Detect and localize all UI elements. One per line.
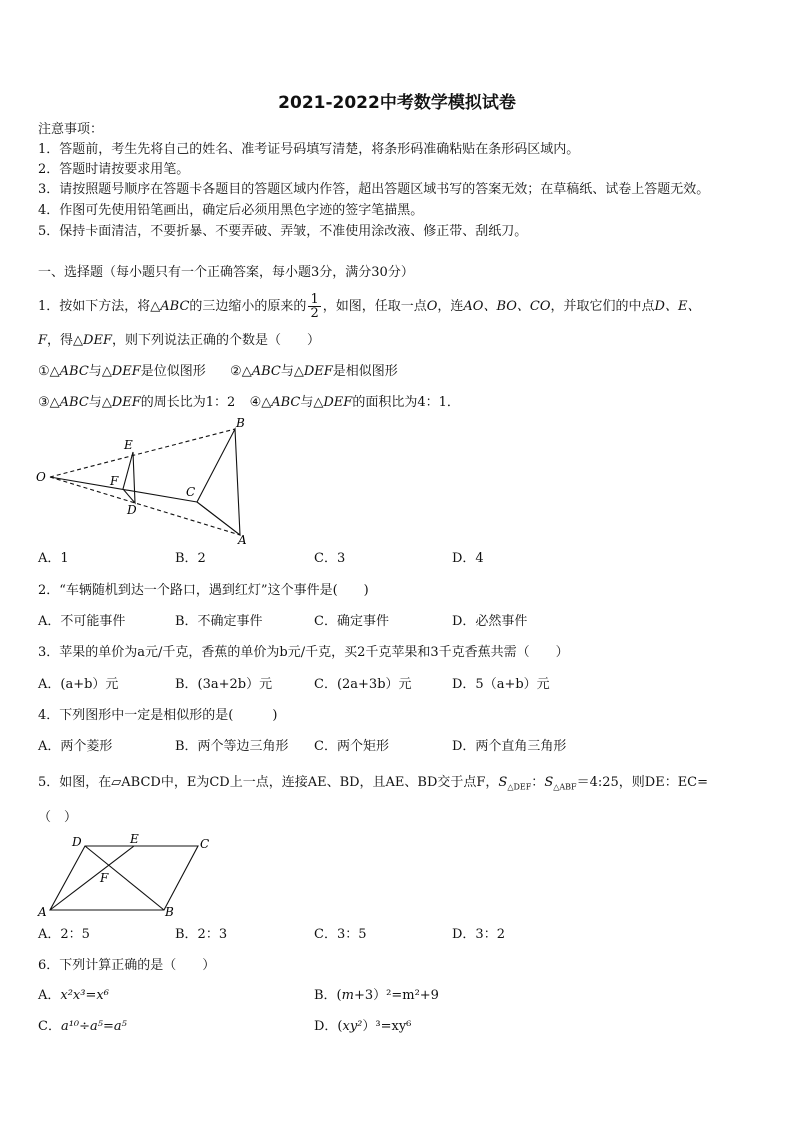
- q1-text: 与: [280, 364, 294, 379]
- q1-frac-num: 1: [310, 292, 319, 307]
- q1-math: D、E、: [654, 299, 701, 314]
- q6-option-c[interactable]: [38, 1018, 127, 1036]
- q5-option-d[interactable]: D．3：2: [452, 927, 505, 942]
- q5-text: ：: [531, 775, 545, 790]
- q2-option-c[interactable]: C．确定事件: [314, 614, 389, 629]
- q1-label-f: F: [110, 474, 119, 488]
- q1-option-d[interactable]: D．4: [452, 551, 484, 566]
- q2-option-d[interactable]: D．必然事件: [452, 614, 528, 629]
- q1-statements-1-2: [38, 363, 398, 381]
- q1-dashed-ob: [50, 429, 235, 477]
- q1-frac-den: 2: [310, 306, 319, 321]
- q2-stem: 2．“车辆随机到达一个路口，遇到红灯”这个事件是( ): [38, 583, 369, 598]
- q1-label-o: O: [36, 470, 46, 484]
- q1-text: ，并取它们的中点: [550, 299, 655, 314]
- q6-option-math: xy²: [342, 1019, 363, 1034]
- q1-text: 的周长比为1：2: [140, 395, 236, 410]
- q1-label-d: D: [127, 503, 137, 517]
- q5-stem-line1: [38, 774, 708, 797]
- q6-option-d[interactable]: [314, 1018, 411, 1036]
- q6-option-math: a¹⁰÷a⁵=a⁵: [60, 1019, 127, 1034]
- q5-stem-line2: （ ）: [38, 810, 78, 825]
- q5-text: 5．如图，在: [38, 775, 112, 790]
- q1-triangle-def: [123, 452, 135, 503]
- notice-item-2: 2．答题时请按要求用笔。: [38, 162, 190, 177]
- q2-option-a[interactable]: A．不可能事件: [38, 614, 126, 629]
- q1-math: △ABC: [49, 395, 89, 410]
- q6-option-label: C．: [38, 1019, 61, 1034]
- q5-math: S: [498, 775, 508, 790]
- q1-text: ，得: [47, 333, 74, 348]
- q6-option-label: A．: [38, 988, 61, 1003]
- q1-math: △DEF: [293, 364, 333, 379]
- q3-option-b[interactable]: B．(3a+2b）元: [175, 677, 273, 692]
- q6-option-a[interactable]: [38, 987, 109, 1005]
- q6-option-math: x²x³=x⁶: [60, 988, 109, 1003]
- notice-heading: 注意事项：: [38, 122, 104, 137]
- q1-stem-line2: [38, 332, 320, 350]
- q1-text: 与: [88, 364, 102, 379]
- q5-math: △ABF: [553, 782, 577, 792]
- q1-math: F: [38, 333, 48, 348]
- notice-item-1: 1．答题前，考生先将自己的姓名、准考证号码填写清楚，将条形码准确粘贴在条形码区域内。: [38, 142, 580, 157]
- q1-math: △ABC: [150, 299, 190, 314]
- q1-text: ，如图，任取一点: [322, 299, 427, 314]
- q5-text: ABCD中，E为CD上一点，连接AE、BD，且AE、BD交于点F，: [121, 775, 499, 790]
- q1-statement-1: ①: [38, 364, 50, 379]
- q1-stem-line1: [38, 293, 700, 320]
- q1-math: △ABC: [49, 364, 89, 379]
- q5-option-c[interactable]: C．3：5: [314, 927, 367, 942]
- q1-figure: [30, 415, 270, 545]
- q5-label-f: F: [100, 871, 109, 885]
- q1-label-c: C: [186, 485, 196, 499]
- q4-stem: 4．下列图形中一定是相似形的是( ): [38, 708, 278, 723]
- q1-text: 的三边缩小的原来的: [189, 299, 307, 314]
- q1-option-a[interactable]: A．1: [38, 551, 69, 566]
- q4-option-a[interactable]: A．两个菱形: [38, 739, 113, 754]
- q5-math: S: [544, 775, 554, 790]
- q1-math: AO、BO、CO: [463, 299, 551, 314]
- q1-math: △ABC: [241, 364, 281, 379]
- q5-figure: [30, 832, 220, 924]
- q1-math: △ABC: [261, 395, 301, 410]
- q6-option-label: B．(: [314, 988, 342, 1003]
- q1-math: △DEF: [73, 333, 112, 348]
- q5-label-a: A: [38, 905, 47, 919]
- q5-label-b: B: [165, 905, 174, 919]
- q6-option-math: +3）²=m²+9: [353, 988, 439, 1003]
- q4-option-d[interactable]: D．两个直角三角形: [452, 739, 567, 754]
- q5-line-ae: [50, 846, 134, 910]
- q4-option-b[interactable]: B．两个等边三角形: [175, 739, 289, 754]
- q1-math: △DEF: [313, 395, 353, 410]
- q4-option-c[interactable]: C．两个矩形: [314, 739, 389, 754]
- q1-math: O: [426, 299, 438, 314]
- q1-math: △DEF: [101, 364, 141, 379]
- q1-text: 的面积比为4：1．: [352, 395, 460, 410]
- q1-dashed-oa: [50, 477, 240, 535]
- q5-math: △DEF: [507, 782, 532, 792]
- q1-statement-4: ④: [249, 395, 262, 410]
- q1-text: 是相似图形: [332, 364, 398, 379]
- q5-math: ＝4:25: [576, 775, 619, 790]
- q1-text: ，则下列说法正确的个数是（ ）: [111, 333, 320, 348]
- section-heading: 一、选择题（每小题只有一个正确答案，每小题3分，满分30分）: [38, 265, 414, 280]
- notice-item-4: 4．作图可先使用铅笔画出，确定后必须用黑色字迹的签字笔描黑。: [38, 203, 424, 218]
- q3-option-c[interactable]: C．(2a+3b）元: [314, 677, 412, 692]
- q2-option-b[interactable]: B．不确定事件: [175, 614, 263, 629]
- page-title: 2021-2022中考数学模拟试卷: [278, 93, 516, 113]
- q5-label-c: C: [200, 837, 210, 851]
- q1-text: 与: [88, 395, 102, 410]
- q6-option-math: m: [341, 988, 354, 1003]
- q5-text: ，则DE：EC=: [618, 775, 709, 790]
- q5-label-e: E: [130, 832, 139, 846]
- q3-option-a[interactable]: A．(a+b）元: [38, 677, 119, 692]
- q3-option-d[interactable]: D．5（a+b）元: [452, 677, 550, 692]
- q5-option-a[interactable]: A．2：5: [38, 927, 90, 942]
- q1-label-e: E: [124, 438, 133, 452]
- q1-label-b: B: [236, 416, 245, 430]
- notice-item-5: 5．保持卡面清洁，不要折暴、不要弄破、弄皱，不准使用涂改液、修正带、刮纸刀。: [38, 224, 528, 239]
- q1-text: 1．按如下方法，将: [38, 299, 151, 314]
- q1-option-b[interactable]: B．2: [175, 551, 206, 566]
- q1-math: △DEF: [101, 395, 141, 410]
- q3-stem: 3．苹果的单价为a元/千克，香蕉的单价为b元/千克，买2千克苹果和3千克香蕉共需（ ）: [38, 645, 569, 660]
- q6-option-math: ）³=xy⁶: [362, 1019, 412, 1034]
- q6-option-b[interactable]: [314, 987, 439, 1005]
- q6-option-label: D．(: [314, 1019, 343, 1034]
- q1-label-a: A: [238, 533, 247, 545]
- q1-text: 是位似图形: [140, 364, 206, 379]
- q1-line-ca: [197, 502, 240, 535]
- q1-option-c[interactable]: C．3: [314, 551, 346, 566]
- q1-statement-2: ②: [230, 364, 242, 379]
- q1-statements-3-4: [38, 394, 460, 412]
- parallelogram-icon: ▱: [111, 775, 122, 790]
- notice-item-3: 3．请按照题号顺序在答题卡各题目的答题区域内作答，超出答题区域书写的答案无效；在草稿纸、试卷上答题无效。: [38, 182, 710, 197]
- q5-line-bd: [85, 846, 164, 910]
- q1-statement-3: ③: [38, 395, 50, 410]
- q5-label-d: D: [72, 835, 82, 849]
- q6-stem: 6．下列计算正确的是（ ）: [38, 958, 216, 973]
- q5-option-b[interactable]: B．2：3: [175, 927, 228, 942]
- q1-text: 与: [300, 395, 314, 410]
- q1-fraction: [308, 293, 320, 320]
- q1-text: ，连: [437, 299, 464, 314]
